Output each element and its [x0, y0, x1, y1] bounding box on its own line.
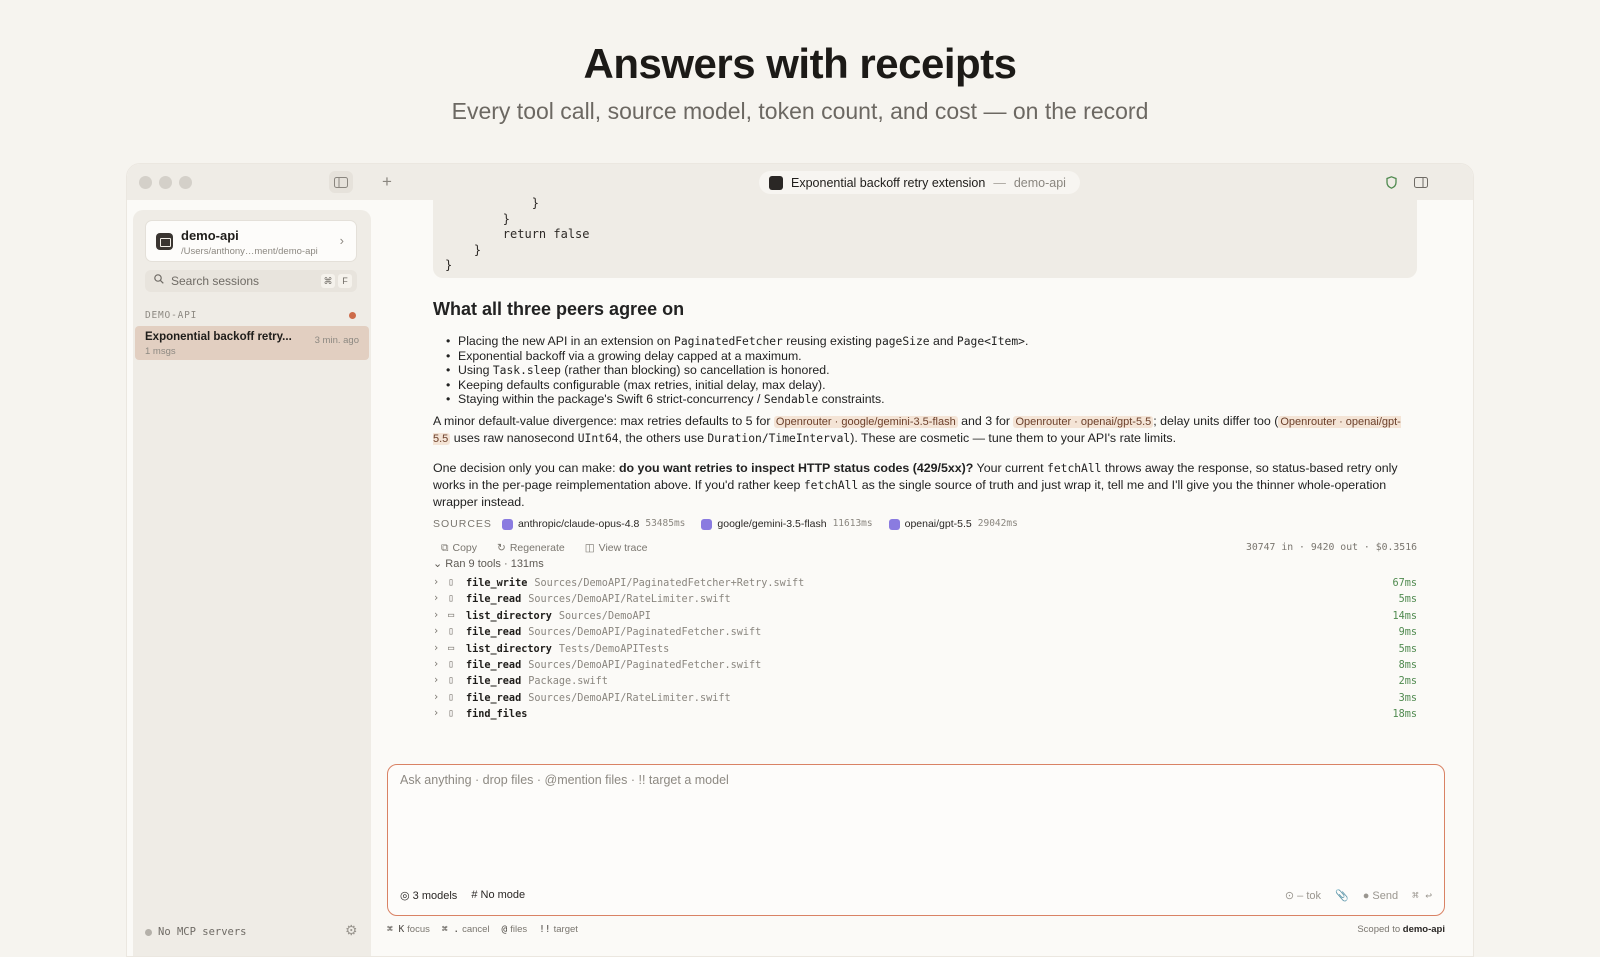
view-trace-button[interactable] [585, 540, 648, 556]
session-item[interactable] [135, 326, 369, 360]
panel-icon: ◫ [584, 542, 595, 554]
send-shortcut: ⌘ ↩ [1412, 889, 1432, 902]
regenerate-button[interactable] [497, 540, 565, 556]
conversation-pane [377, 196, 1474, 957]
keyboard-hint [387, 924, 430, 935]
models-label: 3 models [412, 890, 458, 902]
hint-label: cancel [462, 924, 490, 935]
list-item-text: Placing the new API in an extension on [458, 334, 675, 348]
chevron-right-icon: › [433, 658, 440, 670]
keyboard-hints [387, 924, 578, 935]
models-button[interactable] [400, 889, 457, 902]
tool-row[interactable] [433, 705, 1417, 721]
send-icon: ● [1362, 889, 1370, 902]
tool-row[interactable] [433, 623, 1417, 639]
tool-name-text: file_write [466, 578, 528, 589]
sources-row [433, 516, 1034, 532]
answer-heading: What all three peers agree on [433, 299, 685, 319]
paragraph-code: fetchAll [1047, 462, 1102, 475]
shield-icon [1386, 176, 1397, 189]
chevron-right-icon: › [433, 675, 440, 687]
code-block [433, 196, 1417, 278]
tool-row[interactable] [433, 574, 1417, 590]
source-model-latency: 53485ms [645, 518, 686, 529]
hint-label: target [553, 924, 578, 935]
list-item [433, 333, 1417, 348]
list-item [433, 391, 1417, 406]
session-group-label: DEMO-API [145, 310, 198, 321]
hint-label: focus [407, 924, 430, 935]
file-icon: ▯ [448, 593, 455, 605]
tool-duration: 3ms [1398, 692, 1417, 704]
close-window-button[interactable] [139, 176, 152, 189]
search-shortcut-cmd: ⌘ [321, 274, 335, 288]
scope-indicator [1357, 924, 1445, 935]
paragraph-text: A minor default-value divergence: max retries defaults to 5 for [433, 414, 774, 428]
project-switcher[interactable] [145, 220, 357, 262]
tool-list [433, 574, 1417, 722]
message-composer[interactable] [387, 764, 1445, 916]
hint-label: files [510, 924, 528, 935]
source-model[interactable] [889, 516, 1018, 532]
divergence-paragraph [433, 413, 1417, 447]
paperclip-icon[interactable]: 📎 [1335, 890, 1349, 902]
chevron-right-icon: › [433, 626, 440, 638]
tool-row[interactable] [433, 672, 1417, 688]
minimize-window-button[interactable] [159, 176, 172, 189]
search-shortcut-key: F [338, 274, 352, 288]
source-model-latency: 29042ms [977, 518, 1018, 529]
project-icon [156, 233, 173, 250]
source-model-name: openai/gpt-5.5 [904, 518, 972, 530]
session-item-time: 3 min. ago [314, 335, 359, 346]
tool-path: Tests/DemoAPITests [558, 643, 670, 655]
tool-name-text: file_read [466, 692, 522, 704]
mode-label: No mode [480, 889, 526, 901]
gear-icon[interactable]: ⚙ [345, 922, 358, 938]
tool-row[interactable] [433, 656, 1417, 672]
tool-name-text: list_directory [466, 643, 552, 655]
chevron-right-icon: › [433, 593, 440, 605]
composer-placeholder: Ask anything · drop files · @mention files · !! target a model [400, 773, 729, 787]
keyboard-hint [539, 924, 578, 935]
paragraph-text: ; delay units differ too ( [1153, 414, 1279, 428]
tool-duration: 9ms [1398, 627, 1417, 639]
tool-name-text: file_read [466, 659, 522, 671]
hero-subtitle: Every tool call, source model, token count, and cost — on the record [451, 98, 1149, 124]
keyboard-hint [502, 924, 528, 935]
shield-button[interactable] [1379, 171, 1403, 193]
list-item [433, 377, 1417, 392]
mcp-status[interactable] [145, 926, 247, 938]
app-icon [769, 176, 783, 190]
session-item-meta: 1 msgs [145, 346, 176, 357]
tool-name-text: file_read [466, 676, 522, 688]
chevron-right-icon: › [433, 642, 440, 654]
tool-path: Sources/DemoAPI/RateLimiter.swift [528, 594, 731, 606]
hero-title: Answers with receipts [583, 40, 1017, 87]
target-icon: ⊙ [1284, 890, 1295, 902]
file-icon: ▯ [448, 658, 455, 670]
list-item-code: Page<Item> [956, 335, 1025, 348]
globe-icon: ◎ [400, 890, 410, 902]
tool-path: Sources/DemoAPI [558, 610, 651, 622]
tool-name-text: find_files [466, 709, 528, 721]
mcp-status-label: No MCP servers [158, 926, 247, 938]
list-item-text: Using [458, 363, 493, 378]
file-icon: ▯ [448, 577, 455, 588]
tool-path: Sources/DemoAPI/PaginatedFetcher.swift [528, 659, 762, 671]
message-actions [441, 540, 647, 556]
plus-icon: + [382, 172, 392, 191]
tool-duration: 8ms [1398, 659, 1417, 671]
zoom-window-button[interactable] [179, 176, 192, 189]
list-item [433, 362, 1417, 377]
titlebar [127, 164, 1473, 200]
chevron-right-icon: › [433, 691, 440, 703]
keyboard-hint [442, 924, 490, 935]
scope-project: demo-api [1402, 924, 1445, 935]
chevron-right-icon: › [433, 609, 440, 621]
search-icon [154, 274, 164, 287]
model-badge-icon [701, 519, 712, 530]
list-item [433, 348, 1417, 363]
refresh-icon: ↻ [497, 542, 506, 554]
tool-path: Package.swift [528, 676, 608, 688]
paragraph-text: Your current [973, 461, 1048, 475]
inspector-toggle-icon [1414, 177, 1428, 188]
tool-name-text: file_read [466, 627, 522, 639]
folder-icon: ▭ [448, 609, 455, 621]
hint-key: ⌘ K [387, 924, 405, 935]
tool-path: Sources/DemoAPI/PaginatedFetcher.swift [528, 627, 762, 639]
chevron-right-icon: › [339, 233, 344, 248]
copy-icon: ⧉ [441, 542, 449, 554]
list-item-text: Staying within the package's Swift 6 strict-concurrency / [458, 392, 764, 407]
paragraph-text: as the single source of truth and just wrap it, tell me and I'll give you the thinner whole-operation wrapper instead. [433, 478, 1387, 509]
source-model[interactable] [502, 516, 685, 532]
project-path: /Users/anthony…ment/demo-api [181, 246, 318, 257]
tool-path: Sources/DemoAPI/RateLimiter.swift [528, 692, 731, 704]
paragraph-code: fetchAll [803, 479, 859, 492]
tool-duration: 18ms [1392, 709, 1417, 721]
tool-duration: 5ms [1398, 643, 1417, 655]
paragraph-text: , the others use [618, 431, 708, 445]
regenerate-label: Regenerate [509, 542, 565, 554]
paragraph-text: One decision only you can make: [433, 461, 619, 475]
source-model-latency: 11613ms [832, 518, 873, 529]
paragraph-text: and 3 for [957, 414, 1014, 428]
model-badge-icon [502, 519, 513, 530]
view-trace-label: View trace [598, 542, 648, 554]
mcp-status-dot [145, 929, 152, 936]
decision-paragraph [433, 460, 1417, 510]
app-window [126, 163, 1474, 957]
source-model-name: google/gemini-3.5-flash [717, 518, 827, 530]
model-tag: Openrouter · google/gemini-3.5-flash [775, 416, 956, 428]
chevron-right-icon: › [433, 708, 440, 720]
source-model[interactable] [701, 516, 872, 532]
paragraph-text: uses raw nanosecond [450, 431, 578, 445]
list-item-text: (rather than blocking) so cancellation is honored. [560, 363, 830, 378]
title-separator: — [993, 175, 1006, 190]
token-count [1285, 889, 1321, 902]
sidebar-toggle-button[interactable] [329, 171, 353, 193]
file-icon: ▯ [448, 708, 455, 720]
paragraph-code: Duration/TimeInterval [707, 432, 851, 445]
list-item-code: Sendable [763, 393, 819, 407]
tool-name-text: list_directory [466, 610, 552, 622]
sources-label: SOURCES [433, 518, 492, 530]
model-tag: Openrouter · openai/gpt-5.5 [1015, 416, 1152, 428]
hint-key: ⌘ . [441, 924, 460, 935]
model-badge-icon [889, 519, 900, 530]
tool-runs-summary: Ran 9 tools · 131ms [445, 558, 544, 570]
sidebar-toggle-icon [334, 177, 348, 188]
token-count-label: – tok [1297, 890, 1321, 902]
list-item-code: pageSize [875, 335, 930, 348]
paragraph-text: throws away the response, so status-based retry only works in the per-page reimplementation above. If you'd rather keep [433, 461, 1398, 492]
send-label: Send [1372, 889, 1399, 902]
list-item-text: constraints. [818, 392, 885, 407]
tool-path: Sources/DemoAPI/PaginatedFetcher+Retry.swift [534, 578, 805, 589]
agreement-list [433, 333, 1417, 406]
paragraph-code: UInt64 [577, 432, 619, 445]
tool-name [466, 707, 527, 723]
list-item-text: Keeping defaults configurable (max retries, initial delay, max delay). [458, 377, 826, 392]
tool-duration: 2ms [1398, 676, 1417, 688]
file-icon: ▯ [448, 626, 455, 638]
tool-duration: 5ms [1398, 594, 1417, 606]
hint-key: @ [501, 924, 508, 935]
code-text: } } return false } } [445, 196, 590, 272]
copy-label: Copy [452, 542, 478, 554]
tool-duration: 14ms [1392, 610, 1417, 622]
hint-key: !! [539, 924, 551, 935]
list-item-code: PaginatedFetcher [674, 335, 783, 348]
chevron-right-icon: › [433, 577, 440, 588]
list-item-text: reusing existing [782, 334, 876, 348]
token-usage: 30747 in · 9420 out · $0.3516 [1245, 542, 1417, 553]
tool-row[interactable] [433, 640, 1417, 656]
tool-row[interactable] [433, 689, 1417, 705]
model-tag: Openrouter · openai/gpt-5.5 [433, 416, 1401, 445]
paragraph-bold: do you want retries to inspect HTTP status codes (429/5xx)? [618, 461, 974, 475]
list-item-text: and [929, 334, 957, 348]
source-model-name: anthropic/claude-opus-4.8 [517, 518, 640, 530]
title-project: demo-api [1013, 175, 1066, 190]
session-title: Exponential backoff retry extension [791, 175, 986, 190]
tool-runs-toggle[interactable] [433, 556, 544, 572]
paragraph-text: ). These are cosmetic — tune them to your API's rate limits. [850, 431, 1177, 445]
copy-button[interactable] [441, 540, 477, 556]
file-icon: ▯ [448, 675, 455, 687]
inspector-toggle-button[interactable] [1409, 171, 1433, 193]
chevron-down-icon: ⌄ [433, 558, 443, 570]
tool-name-text: file_read [466, 594, 522, 606]
session-title-pill[interactable] [759, 171, 1080, 194]
search-sessions-input[interactable] [145, 270, 357, 292]
list-item-text: Exponential backoff via a growing delay capped at a maximum. [458, 348, 802, 363]
scope-label: Scoped to [1357, 924, 1401, 935]
file-icon: ▯ [448, 691, 455, 703]
project-name: demo-api [181, 228, 239, 243]
folder-icon: ▭ [448, 642, 455, 654]
search-placeholder: Search sessions [171, 274, 260, 288]
tool-duration: 67ms [1392, 578, 1417, 589]
list-item-text: . [1024, 334, 1029, 348]
new-session-button[interactable] [375, 171, 399, 193]
send-button[interactable] [1363, 890, 1398, 902]
group-activity-dot [349, 312, 356, 319]
hash-icon: # [471, 889, 478, 901]
tool-row[interactable] [433, 607, 1417, 623]
tool-row[interactable] [433, 590, 1417, 606]
list-item-code: Task.sleep [492, 364, 561, 378]
mode-button[interactable] [471, 889, 525, 902]
session-item-title: Exponential backoff retry... [145, 331, 292, 343]
sidebar [133, 210, 371, 957]
